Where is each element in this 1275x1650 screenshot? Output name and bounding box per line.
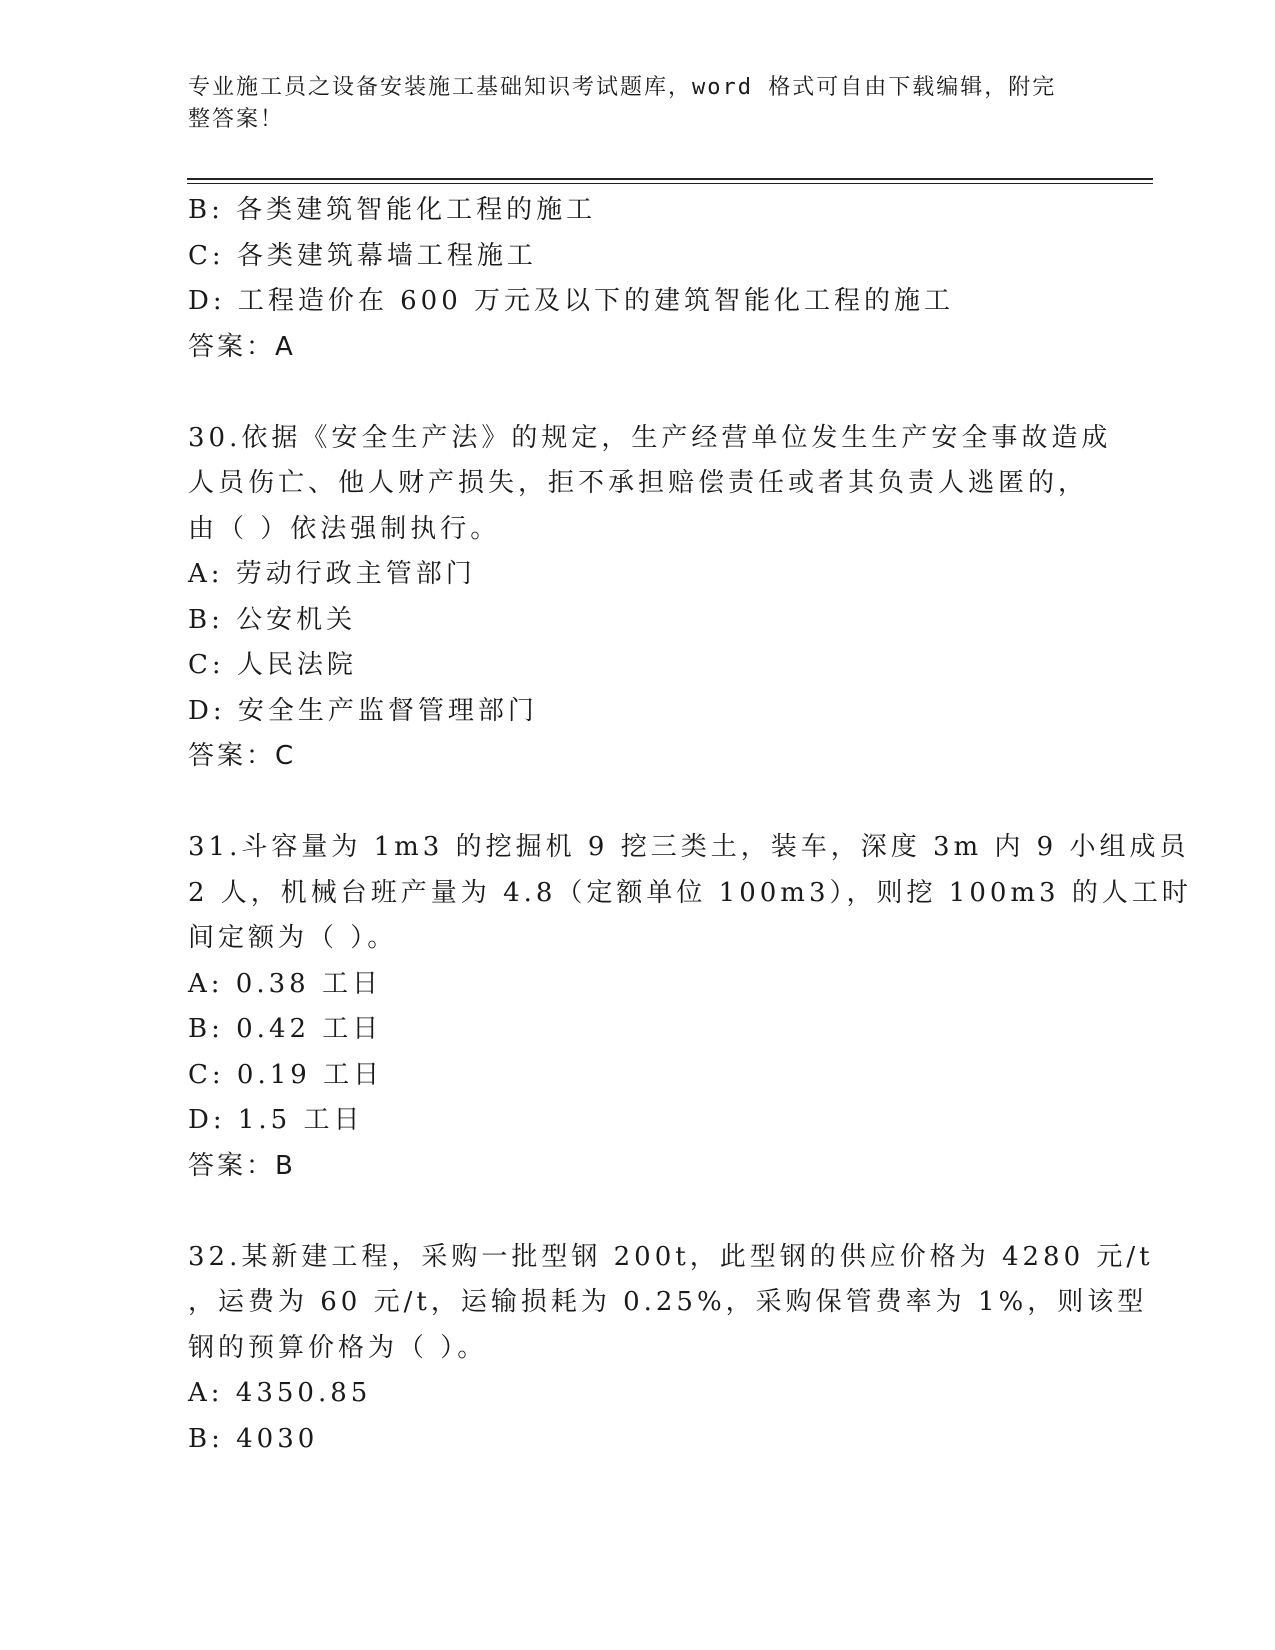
spacer (188, 1189, 1088, 1235)
q31-option-d: D: 1.5 工日 (188, 1105, 364, 1135)
spacer (188, 370, 1088, 416)
q29-option-b: B: 各类建筑智能化工程的施工 (188, 195, 597, 225)
q31-stem-line-1: 31.斗容量为 1m3 的挖掘机 9 挖三类土，装车，深度 3m 内 9 小组成员 (188, 832, 1190, 862)
q30-option-d: D: 安全生产监督管理部门 (188, 695, 538, 726)
q31-answer: 答案：B (188, 1150, 296, 1181)
q31-option-b: B: 0.42 工日 (188, 1014, 383, 1044)
header-rule-thin (187, 183, 1153, 184)
document-header (188, 72, 1068, 136)
header-line-2: 整答案！ (188, 107, 285, 132)
q29-answer: 答案：A (188, 331, 296, 362)
q29-option-d: D: 工程造价在 600 万元及以下的建筑智能化工程的施工 (188, 286, 955, 316)
q32-stem-line-1: 32.某新建工程，采购一批型钢 200t，此型钢的供应价格为 4280 元/t (188, 1241, 1154, 1272)
header-rule-thick (187, 178, 1153, 180)
q30-option-b: B: 公安机关 (188, 604, 357, 635)
q30-stem-line-1: 30.依据《安全生产法》的规定，生产经营单位发生生产安全事故造成 (188, 422, 1112, 453)
q32-stem-line-2: ，运费为 60 元/t，运输损耗为 0.25%，采购保管费率为 1%，则该型 (188, 1287, 1148, 1317)
q31-stem-line-3: 间定额为（ ）。 (188, 923, 398, 953)
q32-option-a: A: 4350.85 (188, 1378, 372, 1408)
q30-stem-line-3: 由（ ）依法强制执行。 (188, 513, 501, 544)
q31-option-a: A: 0.38 工日 (188, 968, 382, 999)
q30-option-c: C: 人民法院 (188, 650, 357, 680)
q30-stem-line-2: 人员伤亡、他人财产损失，拒不承担赔偿责任或者其负责人逃匿的， (188, 468, 1089, 498)
q32-stem-line-3: 钢的预算价格为（ ）。 (188, 1332, 488, 1363)
header-line-1: 专业施工员之设备安装施工基础知识考试题库，word 格式可自由下载编辑，附完 (188, 75, 1057, 100)
spacer (188, 780, 1088, 826)
q31-option-c: C: 0.19 工日 (188, 1059, 384, 1090)
q29-option-c: C: 各类建筑幕墙工程施工 (188, 240, 537, 271)
q31-stem-line-2: 2 人，机械台班产量为 4.8（定额单位 100m3），则挖 100m3 的人工时 (188, 877, 1192, 908)
q32-option-b: B: 4030 (188, 1423, 319, 1454)
q30-option-a: A: 劳动行政主管部门 (188, 559, 476, 589)
q30-answer: 答案：C (188, 741, 297, 771)
question-content (188, 188, 1192, 1462)
